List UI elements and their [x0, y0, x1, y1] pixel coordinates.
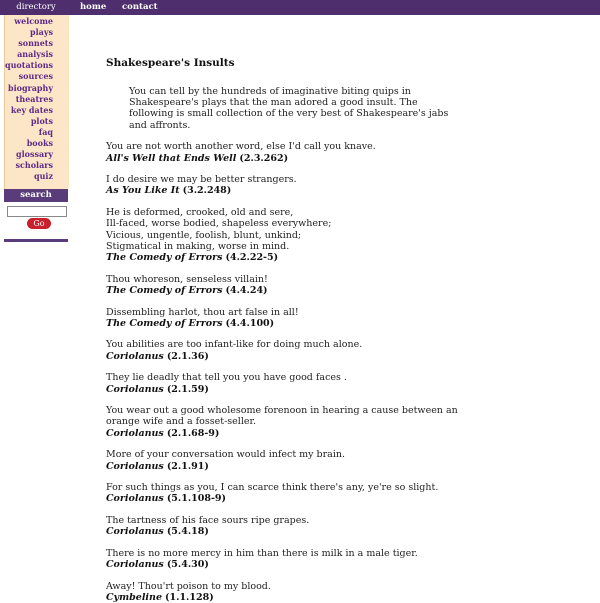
- act-scene-reference: (4.4.24): [225, 284, 268, 296]
- play-title: Coriolanus: [106, 526, 164, 538]
- quote-text: Dissembling harlot, thou art false in all!: [106, 306, 299, 318]
- quote-text: Ill-faced, worse bodied, shapeless everywhere;: [106, 218, 332, 230]
- act-scene-reference: (3.2.248): [182, 185, 232, 197]
- quote-text: Stigmatical in making, worse in mind.: [106, 240, 290, 252]
- sidebar-nav: [4, 15, 69, 189]
- quote-item: [106, 307, 486, 329]
- sidebar-item-key-dates[interactable]: key dates: [10, 104, 53, 115]
- play-title: Coriolanus: [106, 559, 164, 571]
- quote-text: Vicious, ungentle, foolish, blunt, unkind;: [106, 229, 302, 241]
- sidebar-item-welcome[interactable]: welcome: [14, 16, 53, 26]
- quote-item: [106, 515, 486, 537]
- search-input[interactable]: [7, 206, 67, 217]
- sidebar-item-sources[interactable]: sources: [18, 71, 53, 82]
- quote-citation: [106, 428, 486, 439]
- quote-text: orange wife and a fosset-seller.: [106, 416, 257, 428]
- play-title: The Comedy of Errors: [106, 284, 223, 296]
- act-scene-reference: (2.1.59): [166, 383, 209, 395]
- contact-link[interactable]: contact: [122, 2, 158, 12]
- play-title: The Comedy of Errors: [106, 317, 223, 329]
- quote-text: You abilities are too infant-like for doing much alone.: [106, 339, 363, 351]
- quote-citation: [106, 252, 486, 263]
- search-panel: [4, 189, 68, 242]
- quote-item: [106, 405, 486, 439]
- quote-item: [106, 141, 486, 163]
- quote-text: You are not worth another word, else I'd call you knave.: [106, 141, 376, 153]
- quote-text: Away! Thou'rt poison to my blood.: [106, 581, 271, 592]
- quote-text: I do desire we may be better strangers.: [106, 174, 297, 186]
- quote-item: [106, 372, 486, 394]
- sidebar-item-quiz[interactable]: quiz: [34, 171, 53, 182]
- act-scene-reference: (4.2.22-5): [225, 251, 279, 263]
- act-scene-reference: (5.1.108-9): [166, 493, 227, 505]
- home-link[interactable]: home: [80, 2, 107, 12]
- sidebar-item-analysis[interactable]: analysis: [17, 49, 53, 60]
- act-scene-reference: (2.1.68-9): [166, 427, 220, 439]
- play-title: All's Well that Ends Well: [106, 152, 237, 164]
- play-title: The Comedy of Errors: [106, 251, 223, 263]
- quote-citation: [106, 153, 486, 164]
- quote-citation: [106, 493, 486, 504]
- act-scene-reference: (5.4.18): [166, 526, 209, 538]
- quote-citation: [106, 185, 486, 196]
- quote-list: [106, 141, 486, 603]
- divider: [4, 239, 68, 242]
- quote-item: [106, 548, 486, 570]
- act-scene-reference: (5.4.30): [166, 559, 209, 571]
- sidebar-item-glossary[interactable]: glossary: [15, 149, 53, 160]
- quote-item: [106, 339, 486, 361]
- play-title: Coriolanus: [106, 350, 164, 362]
- quote-text: The tartness of his face sours ripe grapes.: [106, 515, 310, 527]
- quote-citation: [106, 351, 486, 362]
- quote-text: They lie deadly that tell you you have good faces .: [106, 372, 347, 384]
- quote-item: [106, 174, 486, 196]
- sidebar-item-sonnets[interactable]: sonnets: [18, 38, 53, 49]
- quote-item: [106, 449, 486, 471]
- quote-text: More of your conversation would infect my brain.: [106, 449, 346, 461]
- play-title: Coriolanus: [106, 383, 164, 395]
- sidebar-item-plays[interactable]: plays: [30, 27, 53, 38]
- quote-text: He is deformed, crooked, old and sere,: [106, 207, 294, 219]
- search-header: search: [4, 189, 68, 202]
- quote-item: [106, 207, 486, 263]
- quote-citation: [106, 285, 486, 296]
- sidebar-item-quotations[interactable]: quotations: [5, 60, 54, 71]
- play-title: Cymbeline: [106, 592, 162, 603]
- intro-paragraph: You can tell by the hundreds of imaginative biting quips in Shakespeare's plays that the man adored a good insult. The following is small collection of the very best of Shakespeare's jabs and affronts.: [129, 86, 449, 131]
- play-title: Coriolanus: [106, 493, 164, 505]
- act-scene-reference: (1.1.128): [165, 592, 214, 603]
- quote-citation: [106, 559, 486, 570]
- play-title: Coriolanus: [106, 460, 164, 472]
- go-button[interactable]: Go: [27, 218, 51, 229]
- quote-text: Thou whoreson, senseless villain!: [106, 273, 268, 285]
- quote-text: For such things as you, I can scarce think there's any, ye're so slight.: [106, 482, 439, 494]
- sidebar-item-plots[interactable]: plots: [30, 115, 53, 126]
- sidebar-list: [5, 15, 69, 182]
- sidebar-item-theatres[interactable]: theatres: [15, 93, 53, 104]
- sidebar-item-faq[interactable]: faq: [38, 126, 53, 137]
- sidebar-item-scholars[interactable]: scholars: [15, 160, 53, 171]
- act-scene-reference: (2.3.262): [239, 152, 289, 164]
- directory-label: directory: [16, 2, 56, 12]
- quote-item: [106, 274, 486, 296]
- quote-text: There is no more mercy in him than there is milk in a male tiger.: [106, 548, 418, 560]
- main-content: [106, 57, 486, 603]
- quote-citation: [106, 461, 486, 472]
- quote-text: You wear out a good wholesome forenoon in hearing a cause between an: [106, 405, 458, 417]
- sidebar-item-books[interactable]: books: [26, 138, 53, 149]
- quote-item: [106, 482, 486, 504]
- act-scene-reference: (4.4.100): [225, 317, 275, 329]
- act-scene-reference: (2.1.91): [166, 460, 209, 472]
- top-nav-bar: [0, 0, 600, 15]
- play-title: Coriolanus: [106, 427, 164, 439]
- quote-citation: [106, 384, 486, 395]
- quote-citation: [106, 318, 486, 329]
- act-scene-reference: (2.1.36): [166, 350, 209, 362]
- quote-citation: [106, 526, 486, 537]
- play-title: As You Like It: [106, 185, 180, 197]
- quote-citation: [106, 592, 486, 603]
- sidebar-item-biography[interactable]: biography: [7, 82, 53, 93]
- page-title: Shakespeare's Insults: [106, 57, 235, 69]
